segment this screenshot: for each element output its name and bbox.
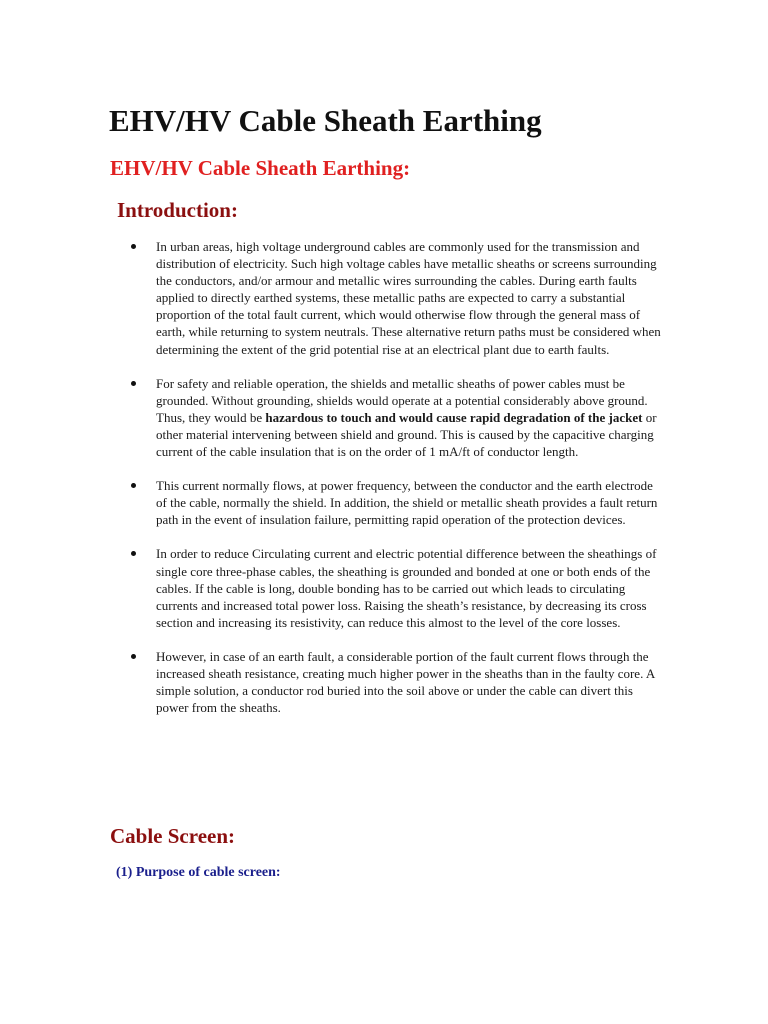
bullet-text: This current normally flows, at power frequency, between the conductor and the earth electrode of the cable, normally the shield. In addition, the shield or metallic sheath provides a fault return path in the event of insulation failure, permitting rapid operation of the protection devices. [156, 478, 658, 528]
bullet-text [156, 375, 666, 460]
bullet-text: However, in case of an earth fault, a considerable portion of the fault current flows through the increased sheath resistance, creating much higher power in the sheaths than in the faulty core. A simple solution, a conductor rod buried into the soil above or under the cable can divert this power from the sheaths. [156, 648, 655, 716]
bullet-text: In order to reduce Circulating current and electric potential difference between the sheathings of single core three-phase cables, the sheathing is grounded and bonded at one or both ends of the cables. If the cable is long, double bonding has to be carried out which leads to circulating currents and increased total power loss. Raising the sheath’s resistance, by decreasing its cross section and increasing its resistivity, can reduce this almost to the level of the core losses. [156, 546, 657, 630]
bullet-text-start: For safety and reliable operation, the shields and metallic sheaths of power cables must be grounded. Without grounding, shields would operate at a potential considerably above ground. Thus, they would be [156, 375, 648, 425]
bullet-text-emphasis: hazardous to touch and would cause rapid degradation of the jacket [265, 409, 643, 425]
bullet-item-earth-fault [0, 648, 666, 716]
bullet-icon [131, 654, 136, 659]
introduction-heading: Introduction: [117, 198, 238, 222]
bullet-icon [131, 483, 136, 488]
cable-screen-heading: Cable Screen: [110, 824, 236, 848]
bullet-icon [131, 244, 136, 249]
bullet-icon [131, 551, 136, 556]
bullet-text-end: or other material intervening between shield and ground. This is caused by the capacitive charging current of the cable insulation that is on the order of 1 mA/ft of conductor length. [156, 409, 657, 460]
bullet-item-circulating-current [0, 545, 666, 630]
bullet-icon [131, 381, 136, 386]
introduction-bullet-list [0, 238, 768, 733]
bullet-item-power-frequency [0, 477, 666, 528]
document-subtitle: EHV/HV Cable Sheath Earthing: [110, 156, 411, 180]
purpose-of-cable-screen-heading: (1) Purpose of cable screen: [116, 865, 281, 880]
document-title: EHV/HV Cable Sheath Earthing [109, 103, 542, 138]
bullet-item-urban-cables [0, 238, 666, 358]
bullet-text: In urban areas, high voltage underground cables are commonly used for the transmission and distribution of electricity. Such high voltage cables have metallic sheaths or screens surrounding the conductors, and/or armour and metallic wires surrounding the cables. During earth faults applied to directly earthed systems, these metallic paths are expected to carry a substantial proportion of the total fault current, which would otherwise flow through the general mass of earth, while returning to system neutrals. These alternative return paths must be considered when determining the extent of the grid potential rise at an electrical plant due to earth faults. [156, 239, 661, 357]
bullet-item-safety-grounding [0, 375, 666, 460]
